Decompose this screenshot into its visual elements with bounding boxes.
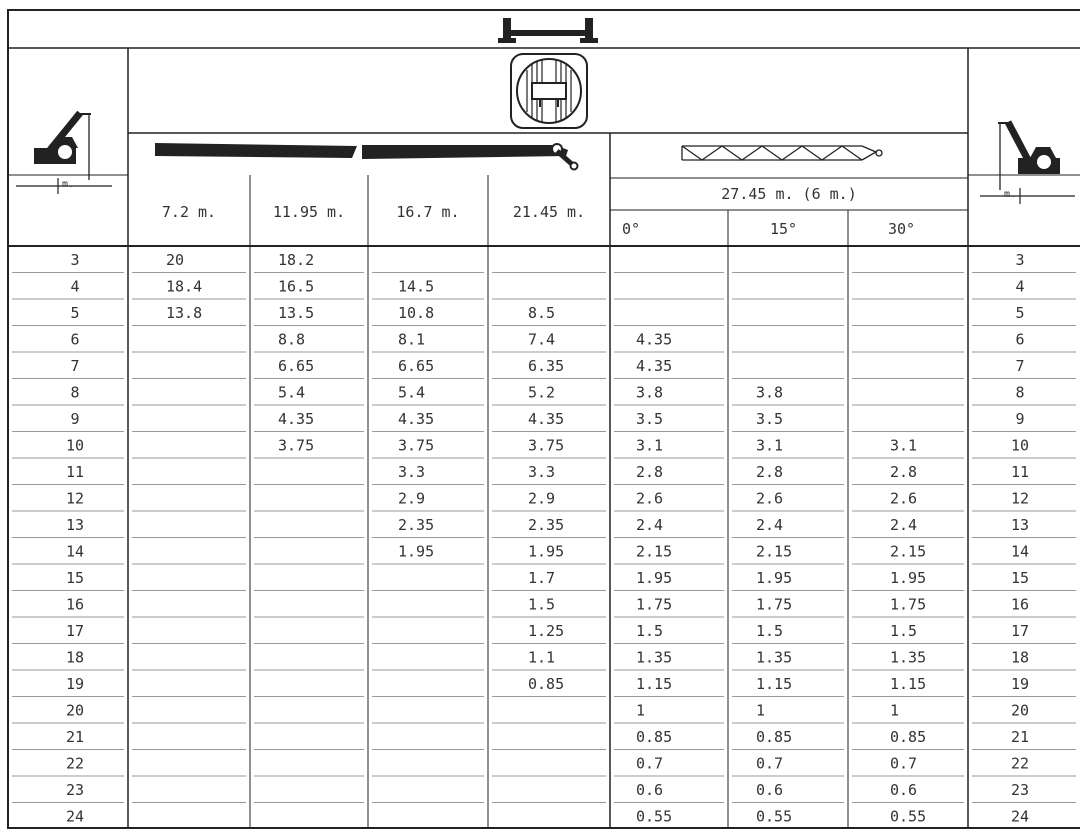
radius-cell-left: 15 bbox=[65, 569, 85, 587]
load-cell: 13.5 bbox=[278, 304, 315, 322]
load-cell: 4.35 bbox=[398, 410, 435, 428]
load-cell: 2.8 bbox=[890, 463, 918, 481]
load-cell: 3.75 bbox=[278, 436, 315, 455]
radius-cell-left: 21 bbox=[65, 728, 85, 746]
load-cell: 6.65 bbox=[278, 357, 315, 375]
radius-cell-right: 9 bbox=[1015, 410, 1025, 428]
table-row bbox=[12, 702, 1076, 724]
load-cell: 3.8 bbox=[636, 383, 664, 402]
table-row bbox=[12, 675, 1076, 697]
load-cell: 1.15 bbox=[890, 675, 927, 693]
boom-header-16-7: 16.7 m. bbox=[396, 203, 460, 221]
load-cell: 13.8 bbox=[166, 304, 203, 322]
table-row bbox=[12, 437, 1076, 459]
load-cell: 14.5 bbox=[398, 277, 435, 296]
load-cell: 3.1 bbox=[636, 436, 664, 455]
load-cell: 8.8 bbox=[278, 330, 306, 349]
outrigger-base-icon bbox=[511, 54, 587, 128]
load-cell: 1.15 bbox=[636, 675, 673, 693]
load-cell: 1.7 bbox=[528, 569, 556, 587]
table-row bbox=[12, 622, 1076, 644]
load-cell: 2.15 bbox=[636, 542, 673, 561]
load-cell: 2.8 bbox=[756, 463, 784, 481]
load-cell: 1.35 bbox=[890, 648, 927, 667]
load-cell: 1.5 bbox=[890, 622, 918, 640]
load-cell: 18.2 bbox=[278, 251, 315, 269]
load-cell: 1 bbox=[636, 701, 646, 720]
radius-cell-left: 20 bbox=[65, 701, 85, 720]
radius-cell-left: 9 bbox=[70, 410, 80, 428]
load-cell: 0.7 bbox=[756, 754, 784, 773]
load-cell: 1.5 bbox=[756, 622, 784, 640]
load-cell: 1.15 bbox=[756, 675, 793, 693]
load-cell: 8.5 bbox=[528, 304, 556, 322]
radius-label-left: m. bbox=[62, 179, 75, 190]
load-cell: 2.6 bbox=[756, 489, 784, 508]
radius-cell-right: 4 bbox=[1015, 277, 1025, 296]
load-cell: 18.4 bbox=[166, 277, 203, 296]
boom-header-21-45: 21.45 m. bbox=[512, 203, 586, 221]
table-row bbox=[12, 569, 1076, 591]
load-cell: 4.35 bbox=[636, 330, 673, 349]
table-row bbox=[12, 357, 1076, 379]
jib-angle-15: 15° bbox=[770, 220, 798, 238]
load-cell: 0.6 bbox=[890, 781, 918, 799]
load-cell: 1.95 bbox=[636, 569, 673, 587]
radius-cell-left: 17 bbox=[65, 622, 85, 640]
table-row bbox=[12, 596, 1076, 618]
radius-cell-left: 6 bbox=[70, 330, 80, 349]
radius-cell-left: 11 bbox=[65, 463, 85, 481]
table-row bbox=[12, 755, 1076, 777]
load-cell: 3.5 bbox=[756, 410, 784, 428]
load-cell: 0.85 bbox=[756, 728, 793, 746]
radius-cell-left: 14 bbox=[65, 542, 85, 561]
radius-cell-right: 19 bbox=[1010, 675, 1030, 693]
load-cell: 2.6 bbox=[890, 489, 918, 508]
load-cell: 3.75 bbox=[528, 436, 565, 455]
radius-cell-right: 24 bbox=[1010, 807, 1030, 826]
load-cell: 6.65 bbox=[398, 357, 435, 375]
telescopic-boom-icon bbox=[155, 143, 578, 170]
load-cell: 0.55 bbox=[636, 807, 673, 826]
radius-cell-left: 8 bbox=[70, 383, 80, 402]
load-cell: 0.85 bbox=[528, 675, 565, 693]
radius-cell-right: 5 bbox=[1015, 304, 1025, 322]
load-cell: 1.75 bbox=[756, 595, 793, 614]
load-cell: 2.15 bbox=[890, 542, 927, 561]
load-cell: 4.35 bbox=[636, 357, 673, 375]
radius-cell-left: 3 bbox=[70, 251, 80, 269]
load-cell: 7.4 bbox=[528, 330, 556, 349]
load-cell: 2.4 bbox=[890, 516, 918, 534]
table-row bbox=[12, 251, 1076, 273]
radius-cell-right: 16 bbox=[1010, 595, 1030, 614]
load-cell: 0.55 bbox=[756, 807, 793, 826]
table-row bbox=[12, 490, 1076, 512]
load-cell: 1.1 bbox=[528, 648, 556, 667]
radius-label-right: m. bbox=[1004, 189, 1017, 200]
load-cell: 1.75 bbox=[636, 595, 673, 614]
spreader-beam-icon bbox=[498, 18, 598, 43]
radius-cell-right: 20 bbox=[1010, 701, 1030, 720]
load-cell: 4.35 bbox=[528, 410, 565, 428]
table-row bbox=[12, 384, 1076, 406]
lattice-jib-icon bbox=[682, 146, 882, 160]
load-cell: 2.9 bbox=[528, 489, 556, 508]
crane-radius-icon-left bbox=[16, 113, 112, 194]
load-cell: 20 bbox=[166, 251, 185, 269]
table-row bbox=[12, 649, 1076, 671]
load-cell: 1.35 bbox=[756, 648, 793, 667]
radius-cell-right: 3 bbox=[1015, 251, 1025, 269]
radius-cell-right: 11 bbox=[1010, 463, 1030, 481]
radius-cell-left: 19 bbox=[65, 675, 85, 693]
radius-cell-right: 13 bbox=[1010, 516, 1030, 534]
load-cell: 0.55 bbox=[890, 807, 927, 826]
jib-angle-30: 30° bbox=[888, 220, 916, 238]
load-cell: 5.4 bbox=[278, 383, 306, 402]
radius-cell-right: 8 bbox=[1015, 383, 1025, 402]
table-row bbox=[12, 781, 1076, 803]
radius-cell-right: 12 bbox=[1010, 489, 1030, 508]
load-cell: 0.6 bbox=[756, 781, 784, 799]
load-cell: 3.75 bbox=[398, 436, 435, 455]
load-cell: 1.35 bbox=[636, 648, 673, 667]
radius-cell-left: 24 bbox=[65, 807, 85, 826]
radius-cell-right: 7 bbox=[1015, 357, 1025, 375]
load-cell: 0.85 bbox=[636, 728, 673, 746]
table-row bbox=[12, 304, 1076, 326]
load-cell: 10.8 bbox=[398, 304, 435, 322]
radius-cell-left: 12 bbox=[65, 489, 85, 508]
radius-cell-left: 13 bbox=[65, 516, 85, 534]
table-row bbox=[12, 543, 1076, 565]
load-cell: 2.9 bbox=[398, 489, 426, 508]
load-cell: 16.5 bbox=[278, 277, 315, 296]
radius-cell-left: 7 bbox=[70, 357, 80, 375]
table-row bbox=[12, 278, 1076, 300]
radius-cell-right: 14 bbox=[1010, 542, 1030, 561]
radius-cell-right: 22 bbox=[1010, 754, 1030, 773]
load-cell: 3.3 bbox=[398, 463, 426, 481]
radius-cell-left: 5 bbox=[70, 304, 80, 322]
load-cell: 2.35 bbox=[398, 516, 435, 534]
load-cell: 2.4 bbox=[756, 516, 784, 534]
load-cell: 1 bbox=[756, 701, 766, 720]
table-body bbox=[12, 251, 1076, 826]
radius-cell-right: 15 bbox=[1010, 569, 1030, 587]
load-cell: 0.7 bbox=[890, 754, 918, 773]
table-row bbox=[12, 331, 1076, 353]
radius-cell-left: 22 bbox=[65, 754, 85, 773]
load-cell: 2.15 bbox=[756, 542, 793, 561]
radius-cell-left: 23 bbox=[65, 781, 85, 799]
load-cell: 5.2 bbox=[528, 383, 556, 402]
load-cell: 3.8 bbox=[756, 383, 784, 402]
table-row bbox=[12, 410, 1076, 432]
load-cell: 1.5 bbox=[528, 595, 556, 614]
table-row bbox=[12, 463, 1076, 485]
load-cell: 3.3 bbox=[528, 463, 556, 481]
load-cell: 3.1 bbox=[890, 436, 918, 455]
radius-cell-left: 4 bbox=[70, 277, 80, 296]
radius-cell-right: 23 bbox=[1010, 781, 1030, 799]
boom-header-7-2: 7.2 m. bbox=[161, 203, 217, 221]
load-cell: 2.8 bbox=[636, 463, 664, 481]
load-cell: 0.85 bbox=[890, 728, 927, 746]
load-cell: 6.35 bbox=[528, 357, 565, 375]
radius-cell-right: 21 bbox=[1010, 728, 1030, 746]
load-cell: 4.35 bbox=[278, 410, 315, 428]
radius-cell-right: 6 bbox=[1015, 330, 1025, 349]
radius-cell-left: 16 bbox=[65, 595, 85, 614]
load-cell: 1.95 bbox=[398, 542, 435, 561]
boom-header-11-95: 11.95 m. bbox=[272, 203, 346, 221]
load-cell: 8.1 bbox=[398, 330, 426, 349]
load-cell: 1 bbox=[890, 701, 900, 720]
table-row bbox=[12, 728, 1076, 750]
radius-cell-right: 17 bbox=[1010, 622, 1030, 640]
radius-cell-left: 18 bbox=[65, 648, 85, 667]
load-cell: 3.1 bbox=[756, 436, 784, 455]
load-cell: 0.7 bbox=[636, 754, 664, 773]
load-cell: 1.25 bbox=[528, 622, 565, 640]
load-cell: 2.35 bbox=[528, 516, 565, 534]
load-cell: 1.5 bbox=[636, 622, 664, 640]
load-cell: 2.6 bbox=[636, 489, 664, 508]
jib-angle-0: 0° bbox=[622, 220, 641, 238]
load-cell: 1.95 bbox=[890, 569, 927, 587]
load-cell: 1.95 bbox=[756, 569, 793, 587]
crane-radius-icon-right bbox=[980, 122, 1075, 204]
load-cell: 3.5 bbox=[636, 410, 664, 428]
load-cell: 1.75 bbox=[890, 595, 927, 614]
table-row bbox=[66, 808, 1029, 826]
load-cell: 1.95 bbox=[528, 542, 565, 561]
radius-cell-right: 18 bbox=[1010, 648, 1030, 667]
jib-header: 27.45 m. (6 m.) bbox=[721, 185, 857, 203]
load-cell: 5.4 bbox=[398, 383, 426, 402]
load-cell: 0.6 bbox=[636, 781, 664, 799]
radius-cell-left: 10 bbox=[65, 436, 85, 455]
column-headers bbox=[162, 185, 915, 238]
table-row bbox=[12, 516, 1076, 538]
radius-cell-right: 10 bbox=[1010, 436, 1030, 455]
load-cell: 2.4 bbox=[636, 516, 664, 534]
